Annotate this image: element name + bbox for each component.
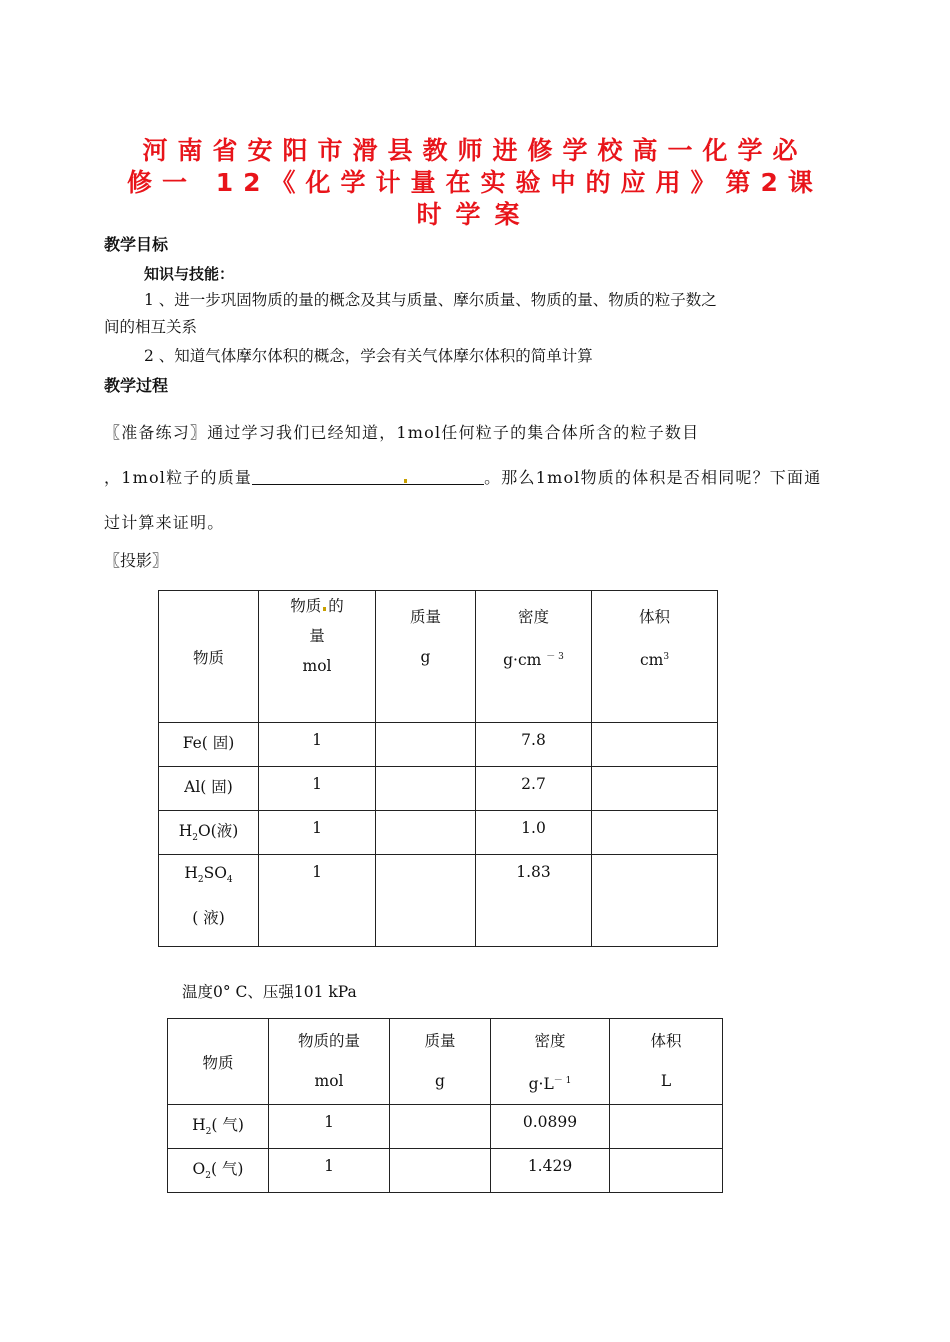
table-row: $H_2O$(液) 1 1.0: [159, 811, 718, 855]
volume-cell[interactable]: [592, 811, 718, 855]
header-volume: 体积 $cm^3$: [592, 591, 718, 723]
volume-cell[interactable]: [592, 855, 718, 947]
table-row: $H_2SO_4$ ( 液) 1 1.83: [159, 855, 718, 947]
table-header-row: [159, 591, 718, 723]
title-line-1: 河南省安阳市滑县教师进修学校高一化学必: [142, 136, 808, 165]
header-volume: 体积 L: [610, 1019, 723, 1105]
table-row: Fe( 固) 1 7.8: [159, 723, 718, 767]
mass-cell[interactable]: [390, 1105, 491, 1149]
table-row: Al( 固) 1 2.7: [159, 767, 718, 811]
table-row: $H_2$( 气) 1 0.0899: [168, 1105, 723, 1149]
prep-line-d: 过计算来证明。: [104, 513, 225, 532]
volume-cell[interactable]: [592, 723, 718, 767]
header-density: 密度 $g\cdot L^{- 1}$: [491, 1019, 610, 1105]
goal-2: 2 、知道气体摩尔体积的概念，学会有关气体摩尔体积的简单计算: [144, 347, 593, 365]
prep-line-b: ，1mol粒子的质量: [104, 468, 253, 487]
prep-line-a: 〖准备练习〗通过学习我们已经知道，1mol任何粒子的集合体所含的粒子数目: [104, 423, 700, 442]
conditions-note: 温度0° C、压强101 kPa: [182, 983, 357, 1001]
header-substance: 物质: [168, 1019, 269, 1105]
volume-cell[interactable]: [610, 1149, 723, 1193]
mass-cell[interactable]: [376, 767, 476, 811]
solid-liquid-table: [158, 590, 718, 947]
header-amount: 物质 的 量 mol: [259, 591, 376, 723]
heading-teaching-process: 教学过程: [104, 376, 169, 395]
goal-1-line-a: 1 、进一步巩固物质的量的概念及其与质量、摩尔质量、物质的量、物质的粒子数之: [144, 291, 717, 309]
volume-cell[interactable]: [592, 767, 718, 811]
gas-table: [167, 1018, 723, 1193]
mass-cell[interactable]: [376, 811, 476, 855]
title-line-2: 修一 12《化学计量在实验中的应用》第2课: [127, 168, 823, 197]
document-title: [100, 135, 850, 231]
projection-label: 〖投影〗: [104, 551, 169, 570]
heading-teaching-goals: 教学目标: [104, 235, 169, 254]
header-substance: 物质: [159, 591, 259, 723]
mark-dot: [323, 607, 326, 611]
blank-mark: [404, 479, 407, 483]
mass-cell[interactable]: [390, 1149, 491, 1193]
table-row: $O_2$( 气) 1 1.429: [168, 1149, 723, 1193]
mass-cell[interactable]: [376, 723, 476, 767]
header-mass: 质量 g: [376, 591, 476, 723]
table-header-row: [168, 1019, 723, 1105]
heading-knowledge-skills: 知识与技能：: [144, 265, 235, 283]
header-mass: 质量 g: [390, 1019, 491, 1105]
mass-cell[interactable]: [376, 855, 476, 947]
prep-exercise-paragraph: [104, 410, 856, 545]
volume-cell[interactable]: [610, 1105, 723, 1149]
prep-line-c: 。那么1mol物质的体积是否相同呢？下面通: [484, 468, 822, 487]
header-amount: 物质的量 mol: [269, 1019, 390, 1105]
fill-in-blank[interactable]: [252, 466, 484, 485]
title-line-3: 时学案: [416, 200, 534, 229]
goal-1-line-b: 间的相互关系: [104, 318, 198, 336]
header-density: 密度 g·cm $^{- 3}$: [476, 591, 592, 723]
